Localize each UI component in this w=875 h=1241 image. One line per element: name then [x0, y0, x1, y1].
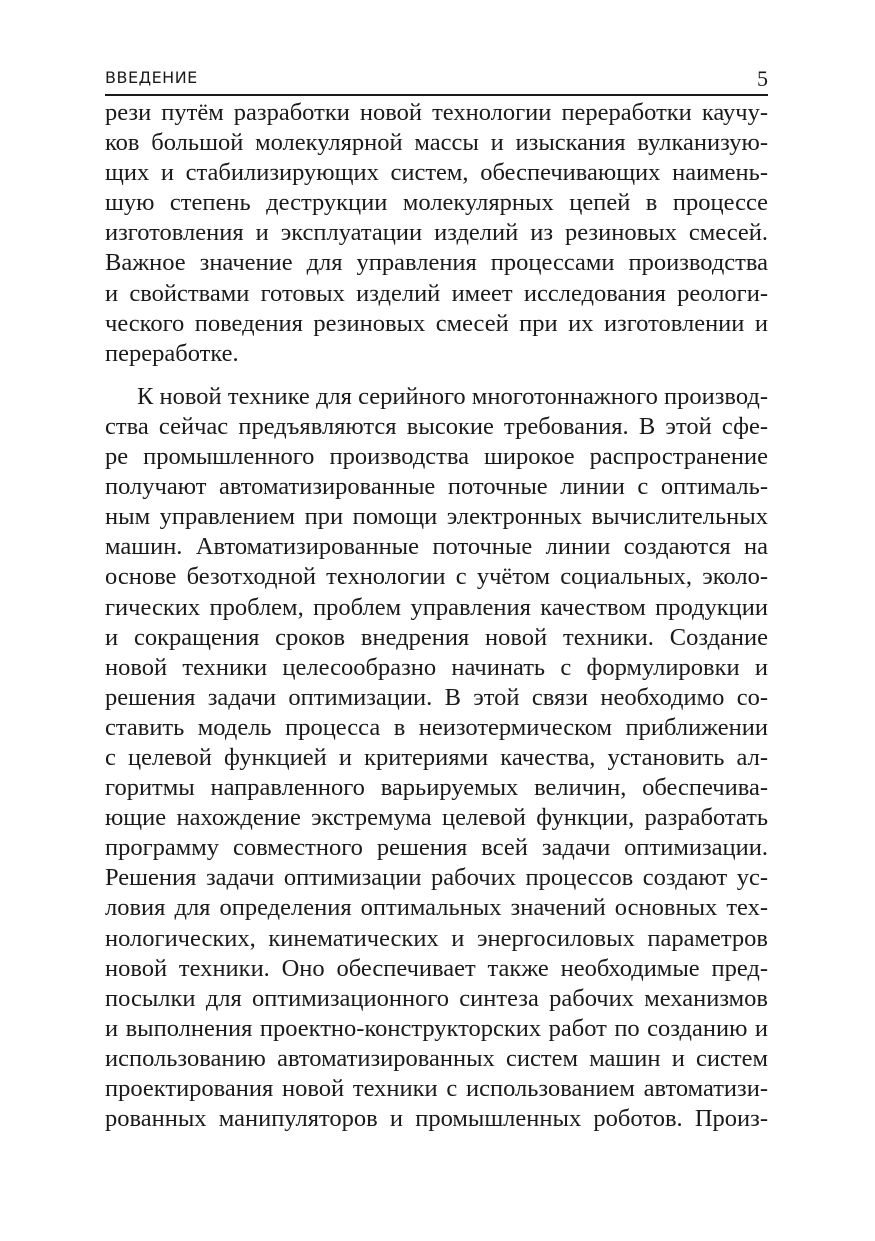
- text-line: рези путём разработки новой технологии переработки каучу-: [105, 99, 768, 126]
- text-line: и выполнения проектно-конструкторских работ по созданию и: [105, 1014, 768, 1042]
- paragraph-gap: [105, 369, 768, 382]
- text-line: ющие нахождение экстремума целевой функции, разработать: [105, 804, 768, 832]
- text-line: и сокращения сроков внедрения новой техники. Создание: [105, 623, 768, 651]
- book-page: [105, 64, 768, 1134]
- text-line: шую степень деструкции молекулярных цепей в процессе: [105, 189, 768, 217]
- text-line: посылки для оптимизационного синтеза рабочих механизмов: [105, 984, 768, 1012]
- text-line: получают автоматизированные поточные линии с оптималь-: [105, 473, 768, 501]
- text-line: рованных манипуляторов и промышленных роботов. Произ-: [105, 1105, 768, 1133]
- text-line: и свойствами готовых изделий имеет исследования реологи-: [105, 279, 768, 307]
- text-line: Решения задачи оптимизации рабочих процессов создают ус-: [105, 864, 768, 892]
- text-line: ков большой молекулярной массы и изыскания вулканизую-: [105, 129, 768, 157]
- text-line: ным управлением при помощи электронных вычислительных: [105, 503, 768, 531]
- text-line: горитмы направленного варьируемых величин, обеспечива-: [105, 774, 768, 802]
- text-line: новой техники. Оно обеспечивает также необходимые пред-: [105, 954, 768, 982]
- text-line: ловия для определения оптимальных значений основных тех-: [105, 894, 768, 922]
- text-line: ре промышленного производства широкое распространение: [105, 443, 768, 471]
- text-line: решения задачи оптимизации. В этой связи необходимо со-: [105, 683, 768, 711]
- text-line: машин. Автоматизированные поточные линии создаются на: [105, 533, 768, 561]
- running-header: [105, 64, 768, 96]
- text-line: переработке.: [105, 339, 239, 367]
- text-line: изготовления и эксплуатации изделий из резиновых смесей.: [105, 219, 768, 247]
- section-title: ВВЕДЕНИЕ: [105, 68, 198, 87]
- text-line: использованию автоматизированных систем машин и систем: [105, 1044, 768, 1072]
- text-line: программу совместного решения всей задачи оптимизации.: [105, 834, 768, 862]
- body-text: [105, 98, 768, 1134]
- page-number: 5: [757, 66, 768, 91]
- text-line: ства сейчас предъявляются высокие требования. В этой сфе-: [105, 412, 768, 440]
- text-line: Важное значение для управления процессами производства: [105, 249, 768, 277]
- paragraph-1: [105, 98, 768, 369]
- text-line: ческого поведения резиновых смесей при их изготовлении и: [105, 309, 768, 337]
- text-line: проектирования новой техники с использованием автоматизи-: [105, 1075, 768, 1102]
- text-line: гических проблем, проблем управления качеством продукции: [105, 593, 768, 621]
- paragraph-2: [105, 382, 768, 1134]
- text-line: с целевой функцией и критериями качества, установить ал-: [105, 743, 768, 771]
- text-line: новой техники целесообразно начинать с формулировки и: [105, 653, 768, 681]
- text-line: основе безотходной технологии с учётом социальных, эколо-: [105, 563, 768, 591]
- text-line: нологических, кинематических и энергосиловых параметров: [105, 924, 768, 952]
- text-line: К новой технике для серийного многотоннажного производ-: [137, 382, 768, 410]
- text-line: ставить модель процесса в неизотермическом приближении: [105, 713, 768, 741]
- text-line: щих и стабилизирующих систем, обеспечивающих наимень-: [105, 159, 768, 187]
